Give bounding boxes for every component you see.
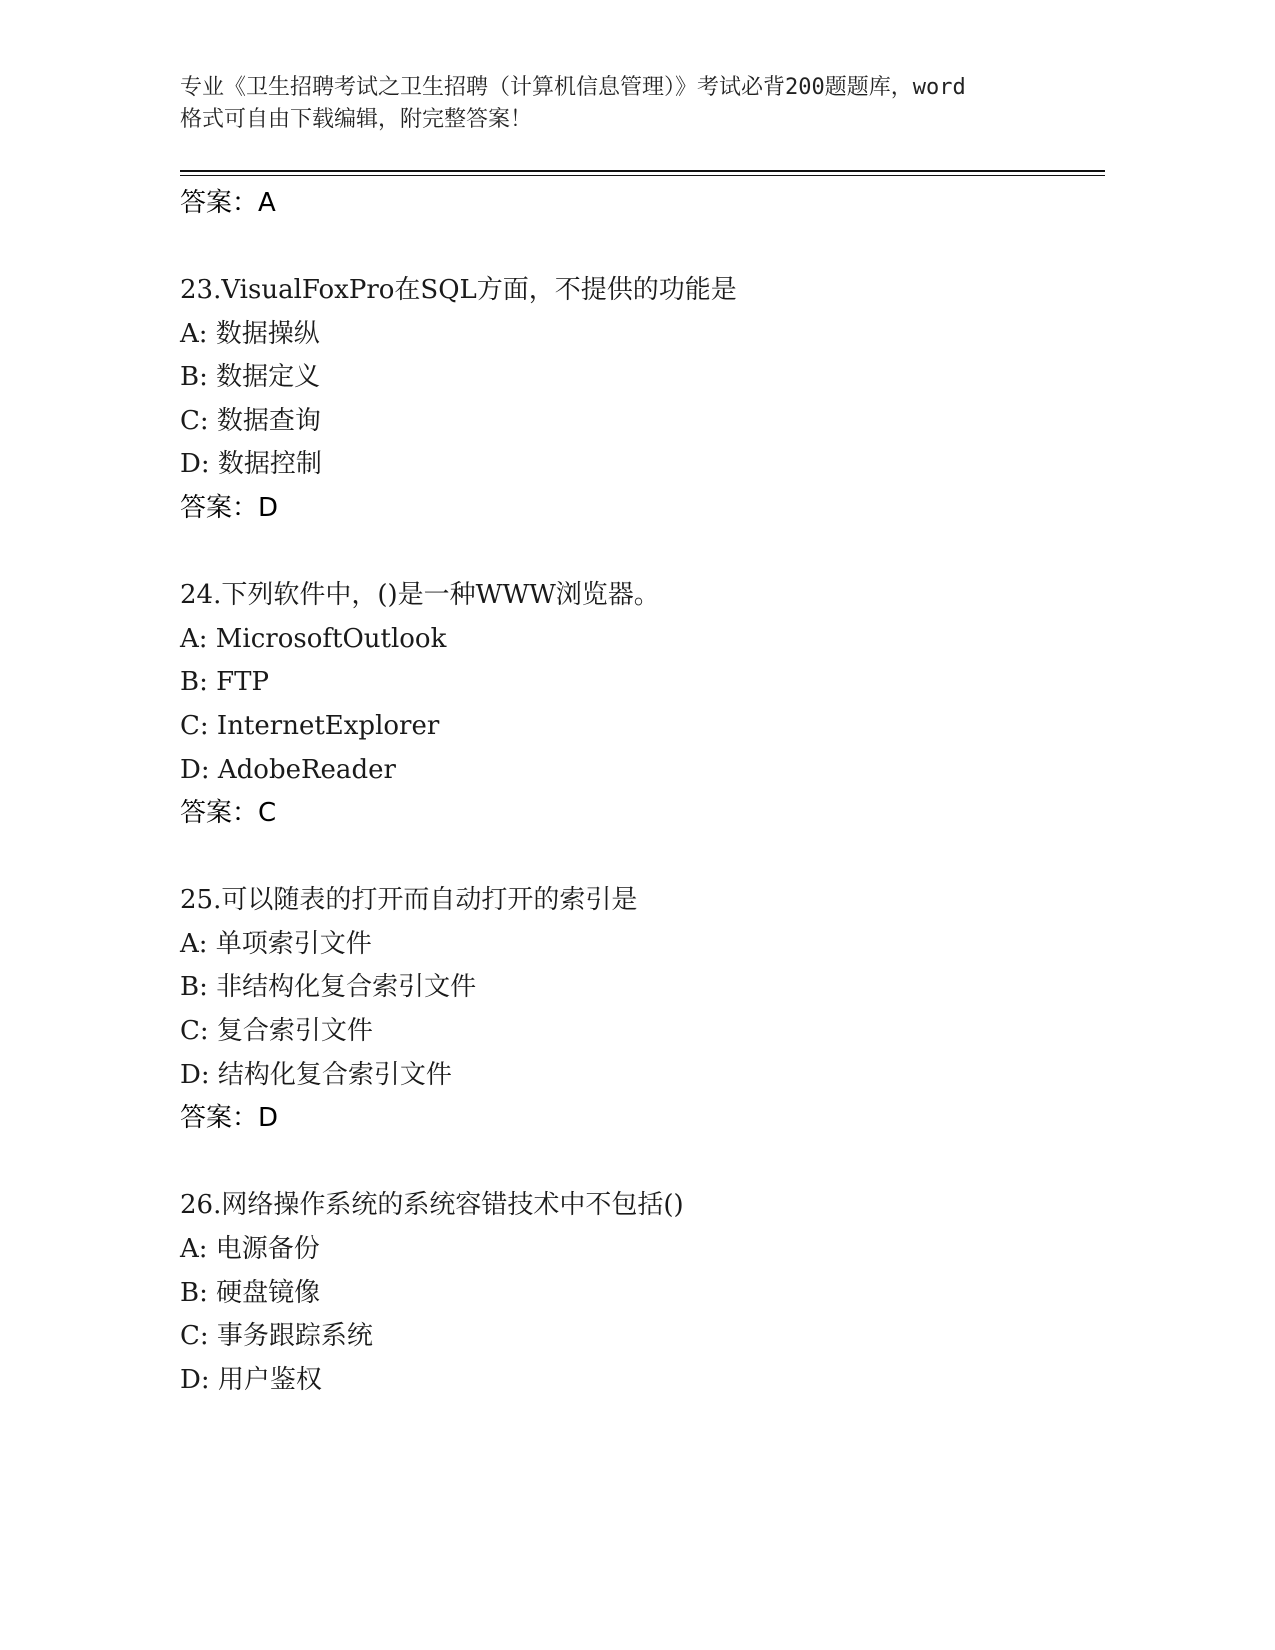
- question-23: 23.VisualFoxPro在SQL方面，不提供的功能是: [180, 274, 737, 305]
- option-26-b: B: 硬盘镜像: [180, 1277, 321, 1308]
- option-25-d: D: 结构化复合索引文件: [180, 1059, 452, 1090]
- answer-24: 答案：C: [180, 798, 277, 829]
- option-26-a: A: 电源备份: [180, 1234, 320, 1265]
- option-23-a: A: 数据操纵: [180, 318, 320, 349]
- document-header: [180, 72, 1110, 136]
- question-24: 24.下列软件中，()是一种WWW浏览器。: [180, 580, 660, 611]
- answer-25: 答案：D: [180, 1103, 279, 1134]
- header-line-2: 格式可自由下载编辑，附完整答案！: [180, 107, 533, 132]
- question-list: [180, 181, 1110, 1402]
- question-25: 25.可以随表的打开而自动打开的索引是: [180, 885, 638, 916]
- option-24-a: A: MicrosoftOutlook: [180, 623, 447, 654]
- option-23-b: B: 数据定义: [180, 362, 321, 393]
- option-25-a: A: 单项索引文件: [180, 928, 372, 959]
- header-divider-thin: [180, 175, 1105, 176]
- spacer: [180, 1140, 1110, 1184]
- option-25-c: C: 复合索引文件: [180, 1016, 373, 1047]
- answer-prev: 答案：A: [180, 187, 276, 218]
- option-23-c: C: 数据查询: [180, 405, 321, 436]
- spacer: [180, 835, 1110, 879]
- option-24-b: B: FTP: [180, 667, 270, 698]
- option-25-b: B: 非结构化复合索引文件: [180, 972, 477, 1003]
- option-24-c: C: InternetExplorer: [180, 710, 440, 741]
- option-24-d: D: AdobeReader: [180, 754, 396, 785]
- header-line-1: 专业《卫生招聘考试之卫生招聘（计算机信息管理）》考试必背200题题库，word: [180, 75, 966, 100]
- answer-23: 答案：D: [180, 492, 279, 523]
- option-26-d: D: 用户鉴权: [180, 1364, 322, 1395]
- spacer: [180, 530, 1110, 574]
- option-26-c: C: 事务跟踪系统: [180, 1321, 373, 1352]
- header-divider-thick: [180, 170, 1105, 172]
- option-23-d: D: 数据控制: [180, 449, 322, 480]
- question-26: 26.网络操作系统的系统容错技术中不包括(): [180, 1190, 684, 1221]
- spacer: [180, 225, 1110, 269]
